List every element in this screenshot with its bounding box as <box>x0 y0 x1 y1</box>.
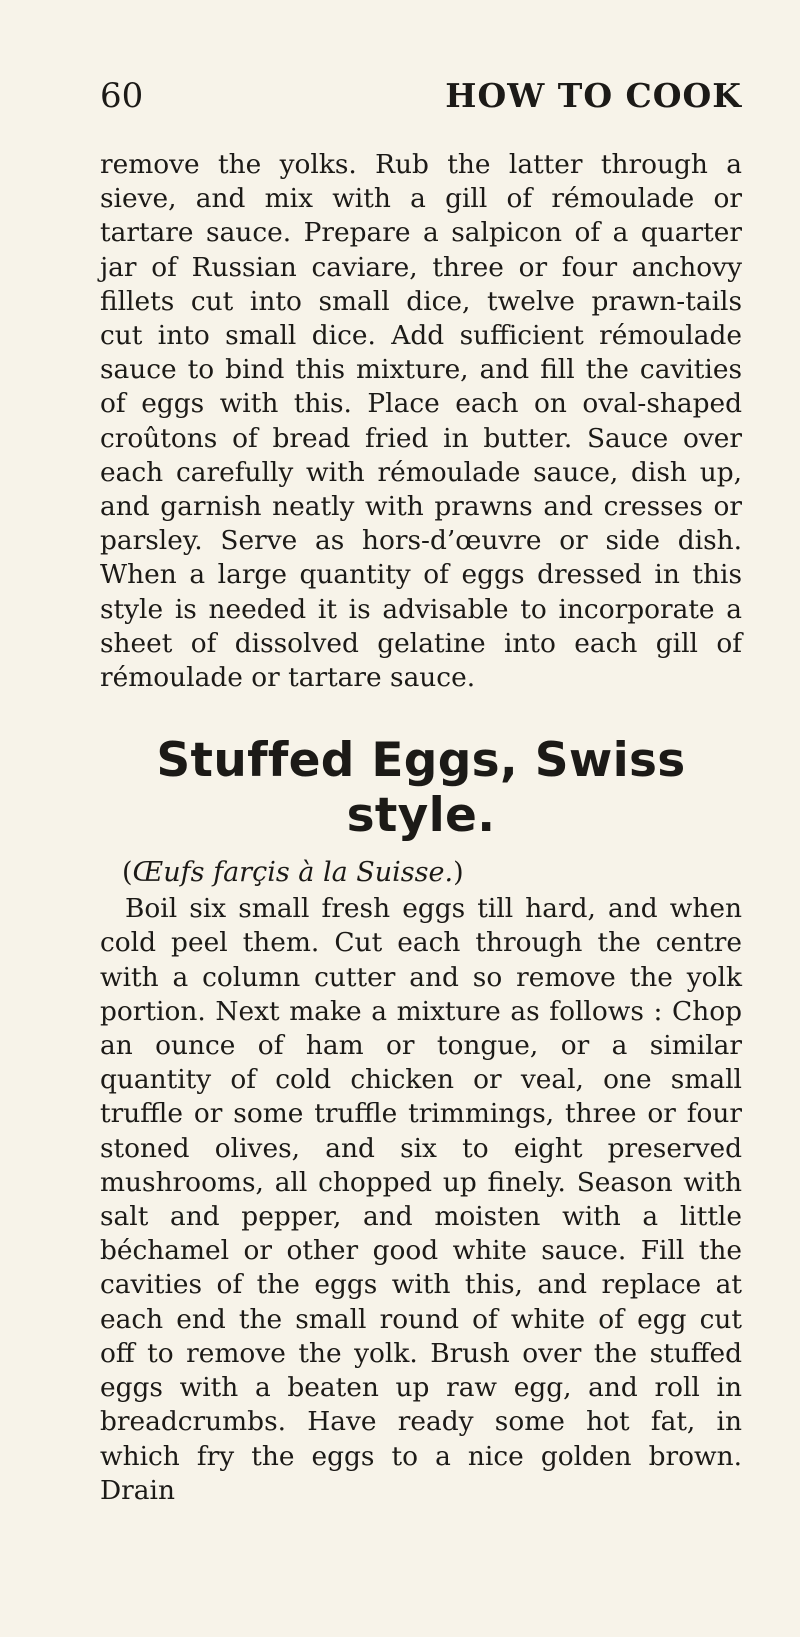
running-title: HOW TO COOK <box>445 76 742 115</box>
section-paragraph: Boil six small fresh eggs till hard, and when cold peel them. Cut each through the centre with a column cutter and so remove the yolk portion. Next make a mixture as follows : Chop an ounce of ham or tongue, or a similar quantity of cold chicken or veal, one small truffle or some truffle trimmings, three or four stoned olives, and six to eight preserved mushrooms, all chopped up finely. Season with salt and pepper, and moisten with a little béchamel or other good white sauce. Fill the cavities of the eggs with this, and replace at each end the small round of white of egg cut off to remove the yolk. Brush over the stuffed eggs with a beaten up raw egg, and roll in breadcrumbs. Have ready some hot fat, in which fry the eggs to a nice golden brown. Drain <box>100 893 742 1506</box>
section-heading: Stuffed Eggs, Swiss style. <box>156 733 686 844</box>
subheading-text: Œufs farçis à la Suisse. <box>132 857 454 889</box>
continued-paragraph: remove the yolks. Rub the latter through a sieve, and mix with a gill of rémoulade or tartare sauce. Prepare a salpicon of a quarter jar of Russian caviare, three or four anchovy fillets cut into small dice, twelve prawn-tails cut into small dice. Add sufficient rémoulade sauce to bind this mixture, and fill the cavities of eggs with this. Place each on oval-shaped croûtons of bread fried in butter. Sauce over each carefully with rémoulade sauce, dish up, and garnish neatly with prawns and cresses or parsley. Serve as hors-d’œuvre or side dish. When a large quantity of eggs dressed in this style is needed it is advisable to incorporate a sheet of dissolved gelatine into each gill of rémoulade or tartare sauce. <box>100 149 742 694</box>
page-number: 60 <box>100 76 144 116</box>
page-header <box>100 76 742 126</box>
subheading-close-paren: ) <box>453 857 464 889</box>
section-subheading <box>122 857 742 888</box>
book-page <box>100 76 742 1508</box>
subheading-open-paren: ( <box>122 857 133 889</box>
